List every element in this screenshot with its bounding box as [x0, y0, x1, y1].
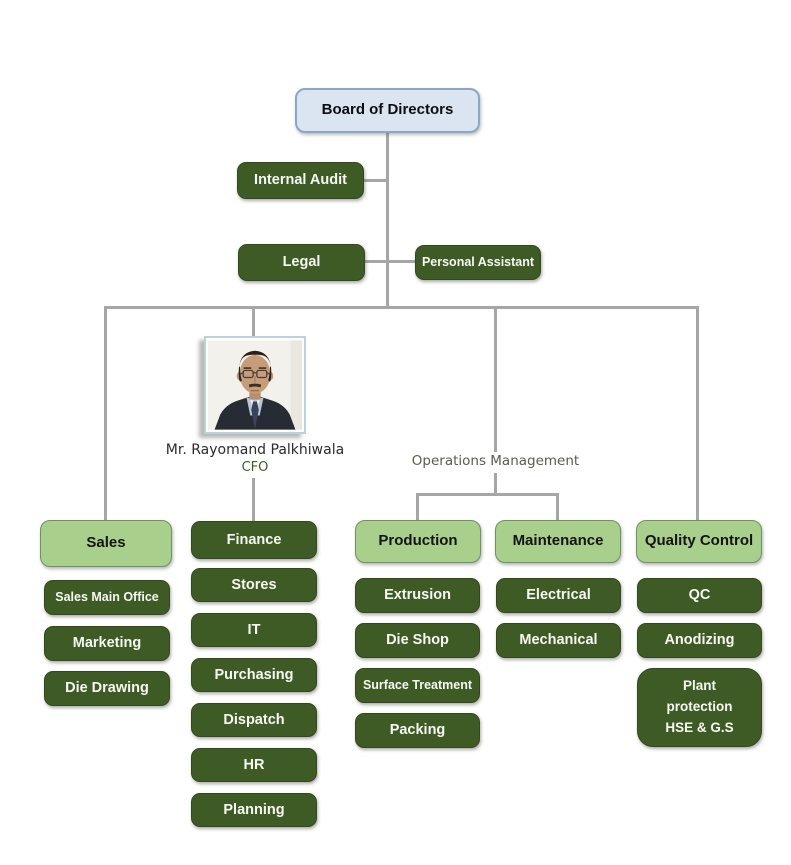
- quality-item-box: QC: [637, 578, 762, 613]
- connector-drop-operations: [494, 306, 497, 452]
- operations-management-label: Operations Management: [411, 453, 580, 469]
- connector-operations-stem: [494, 473, 497, 495]
- finance-item-box: IT: [191, 613, 317, 647]
- production-item-box: Extrusion: [355, 578, 480, 613]
- production-header-box: Production: [355, 520, 481, 563]
- maintenance-item-box: Electrical: [496, 578, 621, 613]
- production-item-box: Packing: [355, 713, 480, 748]
- finance-header-box: Finance: [191, 521, 317, 559]
- internal-audit-box: Internal Audit: [237, 162, 364, 199]
- legal-box: Legal: [238, 244, 365, 281]
- connector-drop-production: [416, 493, 419, 522]
- cfo-portrait-illustration: [208, 340, 302, 430]
- finance-item-box: Stores: [191, 568, 317, 602]
- cfo-title: CFO: [241, 460, 269, 475]
- personal-assistant-box: Personal Assistant: [415, 245, 541, 280]
- sales-item-box: Sales Main Office: [44, 580, 170, 615]
- connector-distribution: [104, 306, 699, 309]
- sales-item-box: Die Drawing: [44, 671, 170, 706]
- connector-drop-quality: [696, 306, 699, 522]
- cfo-name: Mr. Rayomand Palkhiwala: [165, 442, 345, 458]
- finance-item-box: HR: [191, 748, 317, 782]
- maintenance-header-box: Maintenance: [495, 520, 621, 563]
- finance-item-box: Purchasing: [191, 658, 317, 692]
- connector-cfo-finance: [252, 478, 255, 522]
- quality-item-box: Anodizing: [637, 623, 762, 658]
- connector-drop-photo: [252, 306, 255, 337]
- connector-trunk: [386, 133, 389, 308]
- sales-item-box: Marketing: [44, 626, 170, 661]
- connector-legal-assistant: [364, 260, 416, 263]
- connector-drop-sales: [104, 306, 107, 522]
- connector-drop-maintenance: [556, 493, 559, 522]
- finance-item-box: Planning: [191, 793, 317, 827]
- quality-control-header-box: Quality Control: [636, 520, 762, 563]
- maintenance-item-box: Mechanical: [496, 623, 621, 658]
- finance-item-box: Dispatch: [191, 703, 317, 737]
- board-of-directors-box: Board of Directors: [295, 88, 480, 133]
- connector-internal-audit: [363, 179, 388, 182]
- cfo-photo: [204, 336, 306, 434]
- production-item-box: Surface Treatment: [355, 668, 480, 703]
- quality-item-box: Plant protection HSE & G.S: [637, 668, 762, 747]
- production-item-box: Die Shop: [355, 623, 480, 658]
- sales-header-box: Sales: [40, 520, 172, 567]
- connector-operations-bracket: [416, 493, 559, 496]
